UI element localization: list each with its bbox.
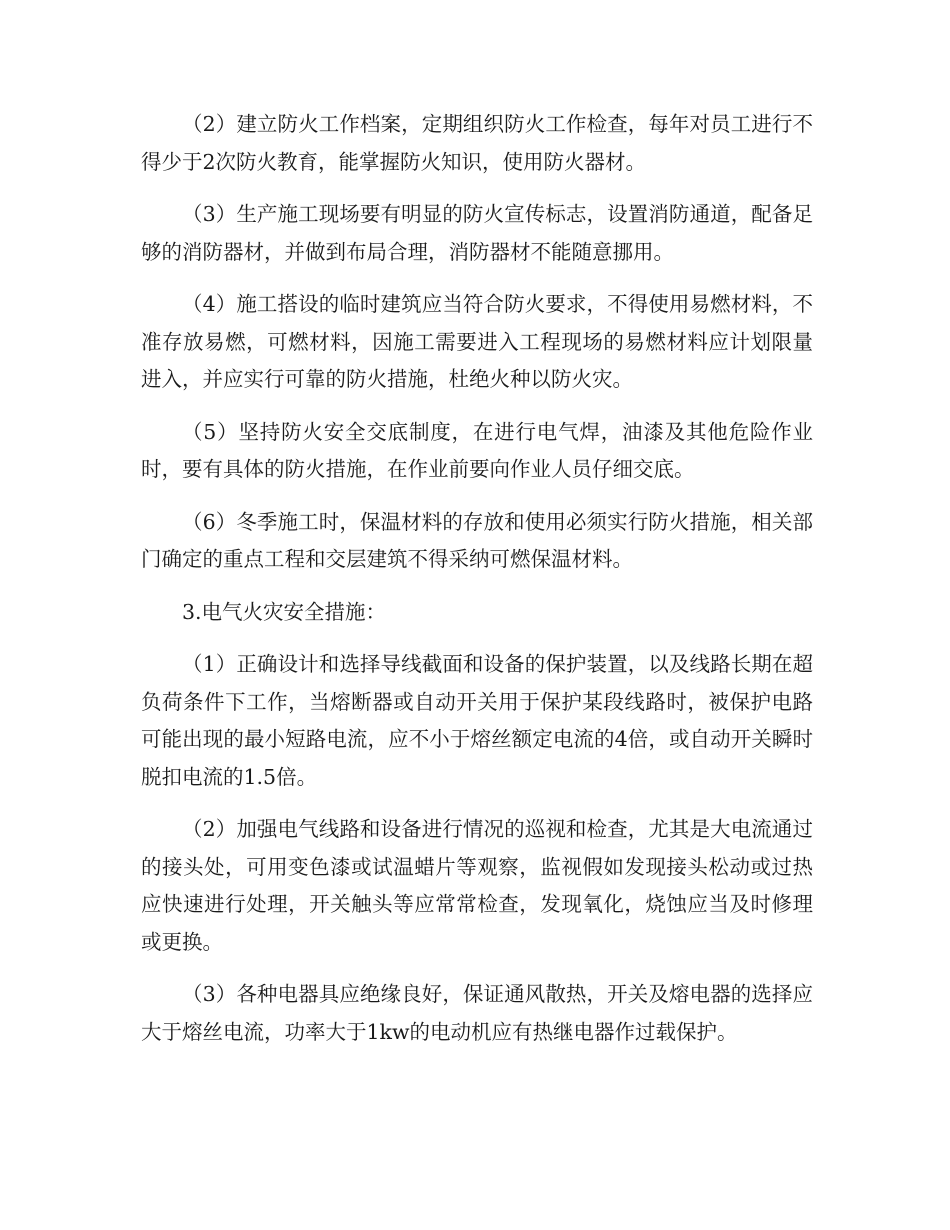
paragraph-temporary-buildings: （4）施工搭设的临时建筑应当符合防火要求，不得使用易燃材料，不准存放易燃，可燃材料，因施工需要进入工程现场的易燃材料应计划限量进入，并应实行可靠的防火措施，杜绝火种以防火灾。 [141, 292, 813, 391]
paragraph-inspection: （2）加强电气线路和设备进行情况的巡视和检查，尤其是大电流通过的接头处，可用变色漆或试温蜡片等观察，监视假如发现接头松动或过热应快速进行处理，开关触头等应常常检查，发现氧化，烧蚀应当及时修理或更换。 [141, 817, 813, 954]
paragraph-fire-archive: （2）建立防火工作档案，定期组织防火工作检查，每年对员工进行不得少于2次防火教育，能掌握防火知识，使用防火器材。 [141, 112, 813, 174]
section-heading-electrical-fire: 3.电气火灾安全措施： [182, 599, 387, 624]
paragraph-winter-construction: （6）冬季施工时，保温材料的存放和使用必须实行防火措施，相关部门确定的重点工程和交层建筑不得采纳可燃保温材料。 [141, 509, 813, 571]
paragraph-safety-briefing: （5）坚持防火安全交底制度，在进行电气焊，油漆及其他危险作业时，要有具体的防火措施，在作业前要向作业人员仔细交底。 [141, 419, 813, 481]
document-body [141, 106, 813, 1066]
paragraph-fire-signage: （3）生产施工现场要有明显的防火宣传标志，设置消防通道，配备足够的消防器材，并做到布局合理，消防器材不能随意挪用。 [141, 202, 813, 264]
paragraph-wire-selection: （1）正确设计和选择导线截面和设备的保护装置，以及线路长期在超负荷条件下工作，当熔断器或自动开关用于保护某段线路时，被保护电路可能出现的最小短路电流，应不小于熔丝额定电流的4倍，或自动开关瞬时脱扣电流的1.5倍。 [141, 652, 813, 789]
paragraph-insulation: （3）各种电器具应绝缘良好，保证通风散热，开关及熔电器的选择应大于熔丝电流，功率大于1kw的电动机应有热继电器作过载保护。 [141, 982, 813, 1044]
